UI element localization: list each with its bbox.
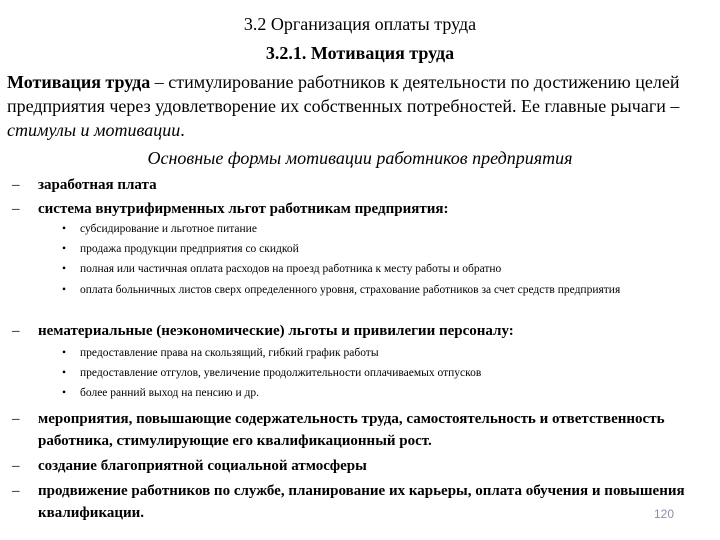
list-item-text: создание благоприятной социальной атмосферы <box>38 458 367 474</box>
bullet-icon: • <box>62 347 67 359</box>
list-item-text: продвижение работников по службе, планирование их карьеры, оплата обучения и повышения квалификации. <box>38 483 685 521</box>
bullet-icon: • <box>62 367 67 379</box>
bullet-icon: • <box>62 387 67 399</box>
intro-end: . <box>180 120 185 140</box>
bullet-text: полная или частичная оплата расходов на проезд работника к месту работы и обратно <box>80 263 502 275</box>
bullet-text: предоставление права на скользящий, гибкий график работы <box>80 347 379 359</box>
bullet-icon: • <box>62 284 67 296</box>
bullet-item <box>62 242 680 257</box>
intro-text: – стимулирование работников к деятельности по достижению целей предприятия через удовлетворение их собственных потребностей. Ее главные рычаги – <box>7 72 680 116</box>
list-item <box>12 174 698 196</box>
bullet-icon: • <box>62 243 67 255</box>
forms-subtitle: Основные формы мотивации работников предприятия <box>147 148 573 168</box>
bullet-item <box>62 283 680 298</box>
dash-marker: – <box>12 458 20 474</box>
dash-marker: – <box>12 201 20 217</box>
bullet-item <box>62 366 680 381</box>
intro-paragraph <box>7 70 713 142</box>
bullet-text: субсидирование и льготное питание <box>80 223 257 235</box>
dash-marker: – <box>12 177 20 193</box>
list-item <box>12 198 698 220</box>
bullet-icon: • <box>62 223 67 235</box>
list-item <box>12 480 698 524</box>
list-item <box>12 408 698 452</box>
bullet-item <box>62 346 680 361</box>
bullet-icon: • <box>62 263 67 275</box>
list-item-text: нематериальные (неэкономические) льготы и привилегии персоналу: <box>38 323 514 339</box>
intro-term: Мотивация труда <box>7 72 151 92</box>
bullet-text: предоставление отгулов, увеличение продолжительности оплачиваемых отпусков <box>80 367 482 379</box>
bullet-item <box>62 222 680 237</box>
list-item-text: мероприятия, повышающие содержательность труда, самостоятельность и ответственность работника, стимулирующие его квалификационный рост. <box>38 411 665 449</box>
section-title: 3.2 Организация оплаты труда <box>243 14 477 34</box>
intro-emphasis: стимулы и мотивации <box>7 120 181 140</box>
bullet-text: оплата больничных листов сверх определенного уровня, страхование работников за счет средств предприятия <box>80 284 621 296</box>
list-item-text: заработная плата <box>38 177 157 193</box>
list-item <box>12 455 698 477</box>
bullet-item <box>62 262 680 277</box>
bullet-text: более ранний выход на пенсию и др. <box>80 387 260 399</box>
dash-marker: – <box>12 411 20 427</box>
list-item <box>12 320 698 342</box>
list-item-text: система внутрифирменных льгот работникам предприятия: <box>38 201 449 217</box>
subsection-title: 3.2.1. Мотивация труда <box>265 43 455 63</box>
page-number: 120 <box>654 507 675 521</box>
dash-marker: – <box>12 323 20 339</box>
dash-marker: – <box>12 483 20 499</box>
bullet-text: продажа продукции предприятия со скидкой <box>80 243 299 255</box>
bullet-item <box>62 386 680 401</box>
